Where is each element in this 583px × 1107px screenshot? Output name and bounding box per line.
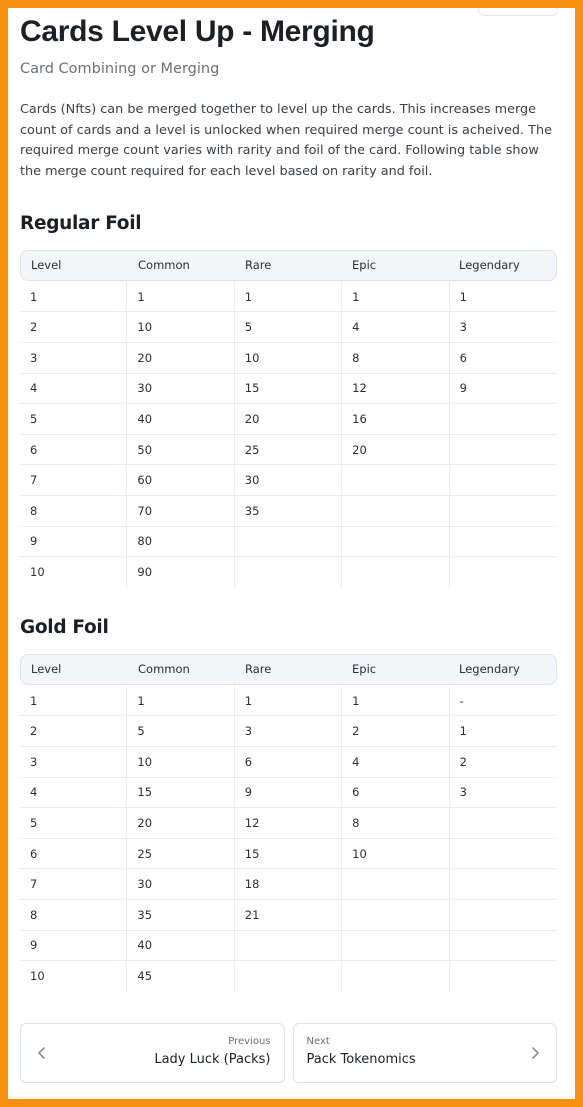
- table-cell: 9: [20, 931, 127, 961]
- table-cell: [450, 869, 557, 899]
- table-row: [20, 778, 557, 809]
- chevron-left-icon: [35, 1046, 49, 1060]
- table-row: [20, 686, 557, 717]
- table-cell: -: [459, 693, 464, 708]
- table-cell: 9: [20, 527, 127, 557]
- table-cell: 90: [127, 557, 234, 588]
- column-header: Common: [138, 258, 190, 273]
- table-cell: 8: [20, 496, 127, 526]
- table-cell: 6: [235, 747, 342, 777]
- table-cell: 10: [20, 557, 127, 588]
- table-cell: [450, 496, 557, 526]
- table-cell: 6: [20, 839, 127, 869]
- table-cell: 40: [127, 931, 234, 961]
- table-row: [20, 747, 557, 778]
- table-cell: 21: [235, 900, 342, 930]
- column-header: Level: [31, 662, 62, 677]
- table-body: [20, 686, 557, 992]
- table-cell: 3: [235, 716, 342, 746]
- table-cell: 2: [20, 716, 127, 746]
- table-cell: 4: [342, 747, 449, 777]
- table-cell: 50: [127, 435, 234, 465]
- table-row: [20, 496, 557, 527]
- table-cell: [235, 931, 342, 961]
- table-cell: [450, 839, 557, 869]
- table-row: [20, 900, 557, 931]
- page-frame: [8, 8, 575, 1099]
- table-cell: 4: [20, 374, 127, 404]
- table-cell: 10: [127, 747, 234, 777]
- next-label: Next: [306, 1036, 330, 1047]
- table-cell: 8: [342, 343, 449, 373]
- table-cell: 18: [235, 869, 342, 899]
- table-cell: [342, 465, 449, 495]
- table-row: [20, 312, 557, 343]
- table-cell: 25: [235, 435, 342, 465]
- table-cell: 30: [127, 869, 234, 899]
- table-cell: 6: [20, 435, 127, 465]
- table-cell: 20: [235, 404, 342, 434]
- table-row: [20, 435, 557, 466]
- table-cell: 9: [459, 381, 467, 396]
- table-cell: [450, 557, 557, 588]
- table-cell: 10: [235, 343, 342, 373]
- table-cell: 3: [459, 785, 467, 800]
- table-cell: 8: [20, 900, 127, 930]
- chevron-right-icon: [528, 1046, 542, 1060]
- table-cell: 8: [342, 808, 449, 838]
- table-cell: 45: [127, 961, 234, 992]
- table-cell: [342, 557, 449, 588]
- table-cell: 1: [127, 282, 234, 312]
- table-row: [20, 404, 557, 435]
- table-cell: 5: [127, 716, 234, 746]
- table-cell: [342, 900, 449, 930]
- table-cell: [342, 496, 449, 526]
- table-cell: 4: [20, 778, 127, 808]
- table-row: [20, 961, 557, 992]
- table-cell: [342, 869, 449, 899]
- column-header: Rare: [245, 258, 272, 273]
- column-header: Epic: [352, 258, 377, 273]
- next-title: Pack Tokenomics: [306, 1052, 416, 1067]
- table-cell: [450, 465, 557, 495]
- table-cell: 2: [20, 312, 127, 342]
- table-cell: 10: [342, 839, 449, 869]
- table-cell: 80: [127, 527, 234, 557]
- table-cell: 70: [127, 496, 234, 526]
- table-cell: 35: [235, 496, 342, 526]
- intro-paragraph: Cards (Nfts) can be merged together to level up the cards. This increases merge count of cards and a level is unlocked when required merge count is acheived. The required merge count varies with rarity and foil of the card. Following table show the merge count required for each level based on rarity and foil.: [20, 102, 552, 180]
- column-header: Level: [31, 258, 62, 273]
- table-cell: 40: [127, 404, 234, 434]
- table-cell: 10: [20, 961, 127, 992]
- table-cell: 1: [342, 686, 449, 716]
- table-row: [20, 465, 557, 496]
- table-cell: 3: [459, 320, 467, 335]
- table-cell: 20: [342, 435, 449, 465]
- table-row: [20, 282, 557, 313]
- table-cell: 9: [235, 778, 342, 808]
- table-row: [20, 808, 557, 839]
- table-cell: 3: [20, 343, 127, 373]
- previous-label: Previous: [228, 1036, 271, 1047]
- regular-foil-table: [20, 250, 557, 588]
- table-row: [20, 869, 557, 900]
- table-cell: 1: [235, 686, 342, 716]
- table-cell: 4: [342, 312, 449, 342]
- table-cell: [450, 527, 557, 557]
- table-cell: [342, 527, 449, 557]
- table-cell: 7: [20, 465, 127, 495]
- table-row: [20, 931, 557, 962]
- table-cell: 1: [127, 686, 234, 716]
- table-cell: 1: [459, 289, 467, 304]
- table-cell: [450, 931, 557, 961]
- column-header: Legendary: [459, 662, 520, 677]
- table-cell: 5: [20, 808, 127, 838]
- table-cell: 12: [235, 808, 342, 838]
- table-cell: 15: [235, 839, 342, 869]
- table-cell: 16: [342, 404, 449, 434]
- table-header: [20, 250, 557, 281]
- column-header: Legendary: [459, 258, 520, 273]
- previous-title: Lady Luck (Packs): [154, 1052, 271, 1067]
- table-cell: 1: [235, 282, 342, 312]
- table-cell: 30: [235, 465, 342, 495]
- table-cell: 15: [235, 374, 342, 404]
- column-header: Epic: [352, 662, 377, 677]
- table-cell: 5: [20, 404, 127, 434]
- table-cell: 1: [342, 282, 449, 312]
- table-body: [20, 282, 557, 588]
- gold-foil-heading: Gold Foil: [20, 616, 109, 638]
- table-row: [20, 527, 557, 558]
- page-title: Cards Level Up - Merging: [20, 15, 375, 48]
- table-cell: 10: [127, 312, 234, 342]
- table-cell: 25: [127, 839, 234, 869]
- table-cell: [450, 900, 557, 930]
- table-cell: 5: [235, 312, 342, 342]
- table-row: [20, 716, 557, 747]
- table-cell: 20: [127, 808, 234, 838]
- column-header: Common: [138, 662, 190, 677]
- table-cell: 6: [459, 350, 467, 365]
- page-subtitle: Card Combining or Merging: [20, 61, 220, 77]
- table-cell: [450, 404, 557, 434]
- table-row: [20, 839, 557, 870]
- table-cell: 7: [20, 869, 127, 899]
- regular-foil-heading: Regular Foil: [20, 212, 142, 234]
- table-cell: 12: [342, 374, 449, 404]
- table-cell: 1: [20, 282, 127, 312]
- pagination-nav: [20, 1023, 557, 1083]
- table-cell: 2: [342, 716, 449, 746]
- gold-foil-table: [20, 654, 557, 992]
- next-page-link[interactable]: [293, 1023, 558, 1083]
- table-cell: 1: [459, 724, 467, 739]
- table-cell: [342, 931, 449, 961]
- table-cell: [235, 961, 342, 992]
- previous-page-link[interactable]: [20, 1023, 285, 1083]
- table-cell: 2: [459, 754, 467, 769]
- table-cell: 1: [20, 686, 127, 716]
- table-cell: 6: [342, 778, 449, 808]
- table-cell: 3: [20, 747, 127, 777]
- table-cell: [450, 435, 557, 465]
- table-cell: [450, 961, 557, 992]
- table-cell: 20: [127, 343, 234, 373]
- table-row: [20, 557, 557, 588]
- table-cell: [235, 527, 342, 557]
- table-cell: [450, 808, 557, 838]
- column-header: Rare: [245, 662, 272, 677]
- table-row: [20, 374, 557, 405]
- table-cell: 35: [127, 900, 234, 930]
- table-cell: [235, 557, 342, 588]
- table-cell: 30: [127, 374, 234, 404]
- table-header: [20, 654, 557, 685]
- main-content: [20, 8, 557, 992]
- table-row: [20, 343, 557, 374]
- table-cell: 15: [127, 778, 234, 808]
- table-cell: 60: [127, 465, 234, 495]
- table-cell: [342, 961, 449, 992]
